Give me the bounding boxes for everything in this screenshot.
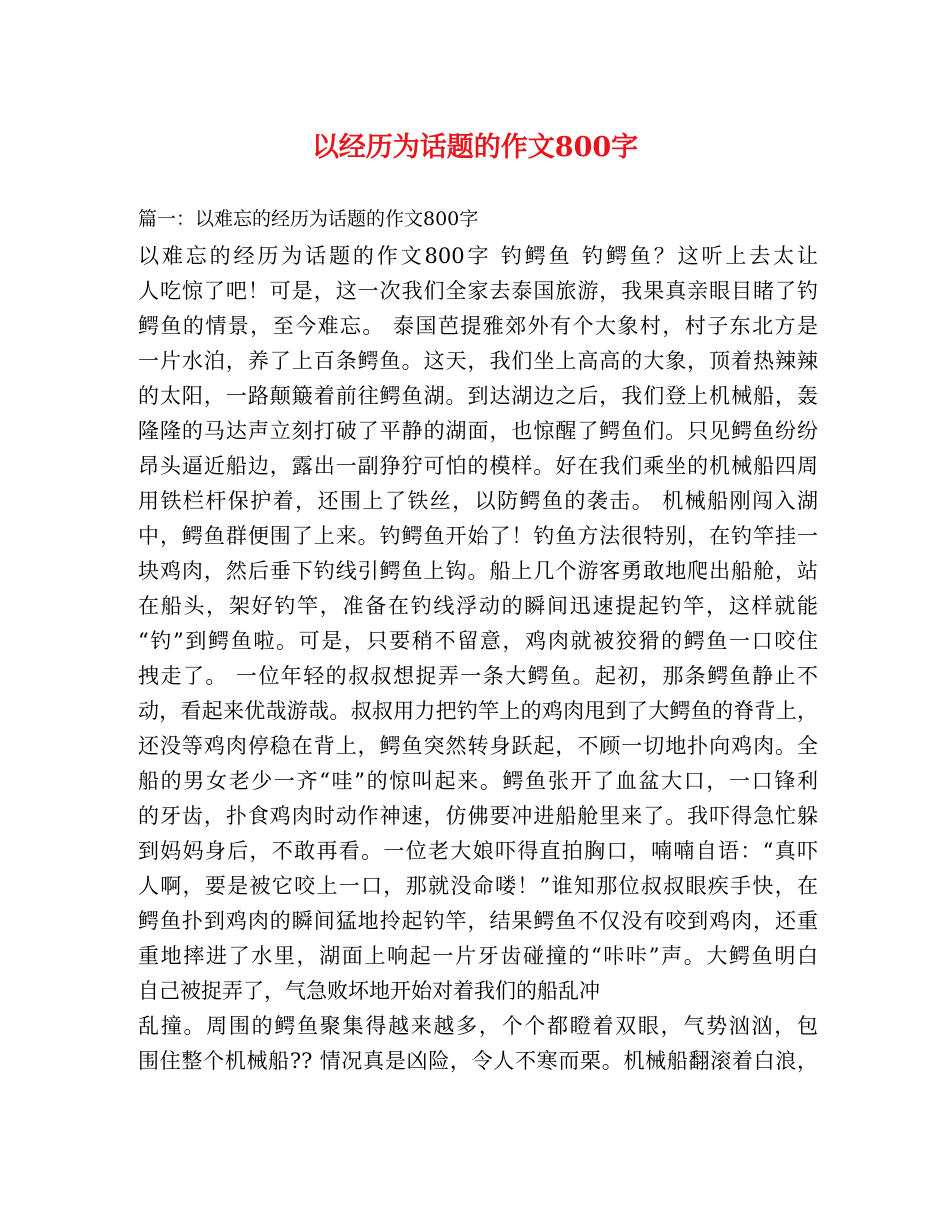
body-line: 块鸡肉，然后垂下钓线引鳄鱼上钩。船上几个游客勇敢地爬出船舱，站: [138, 559, 818, 583]
body-line: 在船头，架好钓竿，准备在钓线浮动的瞬间迅速提起钓竿，这样就能: [138, 594, 818, 618]
body-line: 人吃惊了吧！可是，这一次我们全家去泰国旅游，我果真亲眼目睹了钓: [138, 279, 818, 303]
body-line: “钓”到鳄鱼啦。可是，只要稍不留意，鸡肉就被狡猾的鳄鱼一口咬住: [138, 629, 818, 653]
body-line: 中，鳄鱼群便围了上来。钓鳄鱼开始了！钓鱼方法很特别，在钓竿挂一: [138, 524, 818, 548]
body-line: 鳄鱼的情景，至今难忘。 泰国芭提雅郊外有个大象村，村子东北方是: [138, 314, 818, 338]
article-subtitle: 篇一：以难忘的经历为话题的作文800字: [138, 208, 479, 230]
body-line: 拽走了。 一位年轻的叔叔想捉弄一条大鳄鱼。起初，那条鳄鱼静止不: [138, 664, 818, 688]
body-line: 昂头逼近船边，露出一副狰狞可怕的模样。好在我们乘坐的机械船四周: [138, 454, 818, 478]
body-line: 船的男女老少一齐“哇”的惊叫起来。鳄鱼张开了血盆大口，一口锋利: [138, 769, 818, 793]
body-line: 围住整个机械船?? 情况真是凶险，令人不寒而栗。机械船翻滚着白浪，: [138, 1049, 818, 1073]
document-title: 以经历为话题的作文800字: [311, 132, 639, 163]
body-line: 以难忘的经历为话题的作文800字 钓鳄鱼 钓鳄鱼？这听上去太让: [138, 244, 818, 268]
body-line: 到妈妈身后，不敢再看。一位老大娘吓得直拍胸口，喃喃自语：“真吓: [138, 839, 818, 863]
body-line: 自己被捉弄了，气急败坏地开始对着我们的船乱冲: [138, 979, 600, 1003]
body-line: 重地摔进了水里，湖面上响起一片牙齿碰撞的“咔咔”声。大鳄鱼明白: [138, 944, 818, 968]
body-line: 还没等鸡肉停稳在背上，鳄鱼突然转身跃起，不顾一切地扑向鸡肉。全: [138, 734, 818, 758]
body-line: 一片水泊，养了上百条鳄鱼。这天，我们坐上高高的大象，顶着热辣辣: [138, 349, 818, 373]
body-line: 动，看起来优哉游哉。叔叔用力把钓竿上的鸡肉甩到了大鳄鱼的脊背上，: [138, 699, 818, 723]
body-line: 乱撞。周围的鳄鱼聚集得越来越多，个个都瞪着双眼，气势汹汹，包: [138, 1014, 818, 1038]
body-line: 的牙齿，扑食鸡肉时动作神速，仿佛要冲进船舱里来了。我吓得急忙躲: [138, 804, 818, 828]
body-line: 的太阳，一路颠簸着前往鳄鱼湖。到达湖边之后，我们登上机械船，轰: [138, 384, 818, 408]
body-line: 隆隆的马达声立刻打破了平静的湖面，也惊醒了鳄鱼们。只见鳄鱼纷纷: [138, 419, 818, 443]
body-line: 鳄鱼扑到鸡肉的瞬间猛地拎起钓竿，结果鳄鱼不仅没有咬到鸡肉，还重: [138, 909, 818, 933]
article-body: [138, 239, 818, 1079]
body-line: 用铁栏杆保护着，还围上了铁丝，以防鳄鱼的袭击。 机械船刚闯入湖: [138, 489, 818, 513]
body-line: 人啊，要是被它咬上一口，那就没命喽！”谁知那位叔叔眼疾手快，在: [138, 874, 818, 898]
